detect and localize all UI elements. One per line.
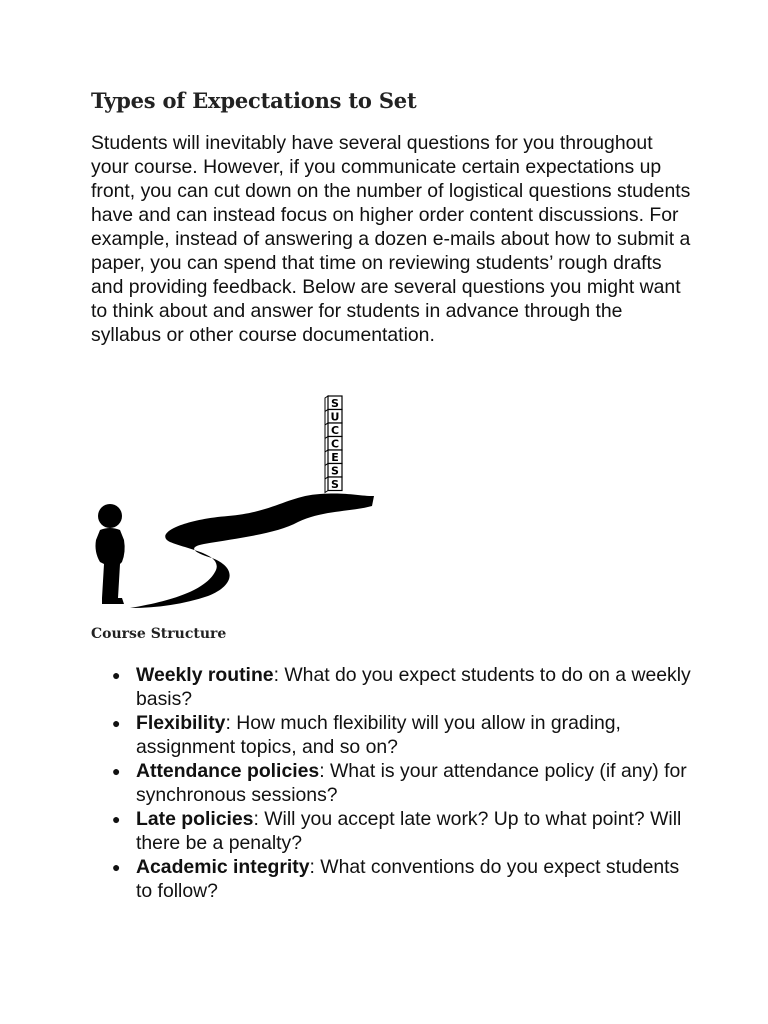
page-title: Types of Expectations to Set xyxy=(91,88,417,113)
item-text: : How much flexibility will you allow in grading, assignment topics, and so on? xyxy=(136,712,621,758)
item-text: : What do you expect students to do on a weekly basis? xyxy=(136,664,691,710)
section-heading: Course Structure xyxy=(91,626,227,642)
success-block-letter: U xyxy=(330,410,340,424)
success-block-letter: C xyxy=(330,437,340,451)
success-block-letter: E xyxy=(331,451,339,464)
item-term: Academic integrity xyxy=(136,856,310,878)
item-text: : Will you accept late work? Up to what point? Will there be a penalty? xyxy=(136,808,682,854)
item-term: Attendance policies xyxy=(136,760,320,782)
success-block-letter: S xyxy=(331,478,339,491)
success-path-illustration xyxy=(88,392,378,612)
list-item xyxy=(112,711,696,759)
bullet-icon: ● xyxy=(112,715,121,731)
bullet-icon: ● xyxy=(112,859,121,875)
expectations-list xyxy=(91,663,696,903)
success-block-letter: C xyxy=(330,424,340,437)
list-item xyxy=(112,759,696,807)
person-icon xyxy=(96,504,125,604)
success-block-letter: S xyxy=(331,464,339,478)
success-block xyxy=(325,477,342,493)
item-term: Weekly routine xyxy=(136,664,274,686)
item-term: Late policies xyxy=(136,808,254,830)
bullet-icon: ● xyxy=(112,763,121,779)
item-text: : What conventions do you expect students to follow? xyxy=(136,856,680,902)
list-item xyxy=(112,855,696,903)
intro-paragraph: Students will inevitably have several questions for you throughout your course. However, if you communicate certain expectations up front, you can cut down on the number of logistical questions students have and can instead focus on higher order content discussions. For example, instead of answering a dozen e-mails about how to submit a paper, you can spend that time on reviewing students’ rough drafts and providing feedback. Below are several questions you might want to think about and answer for students in advance through the syllabus or other course documentation. xyxy=(91,132,691,346)
bullet-icon: ● xyxy=(112,667,121,683)
item-text: : What is your attendance policy (if any) for synchronous sessions? xyxy=(136,760,687,806)
item-term: Flexibility xyxy=(136,712,226,734)
list-item xyxy=(112,663,696,711)
road-icon xyxy=(130,493,374,608)
document-body xyxy=(91,88,691,347)
success-blocks xyxy=(325,396,342,493)
bullet-icon: ● xyxy=(112,811,121,827)
success-block-letter: S xyxy=(331,397,339,410)
list-item xyxy=(112,807,696,855)
